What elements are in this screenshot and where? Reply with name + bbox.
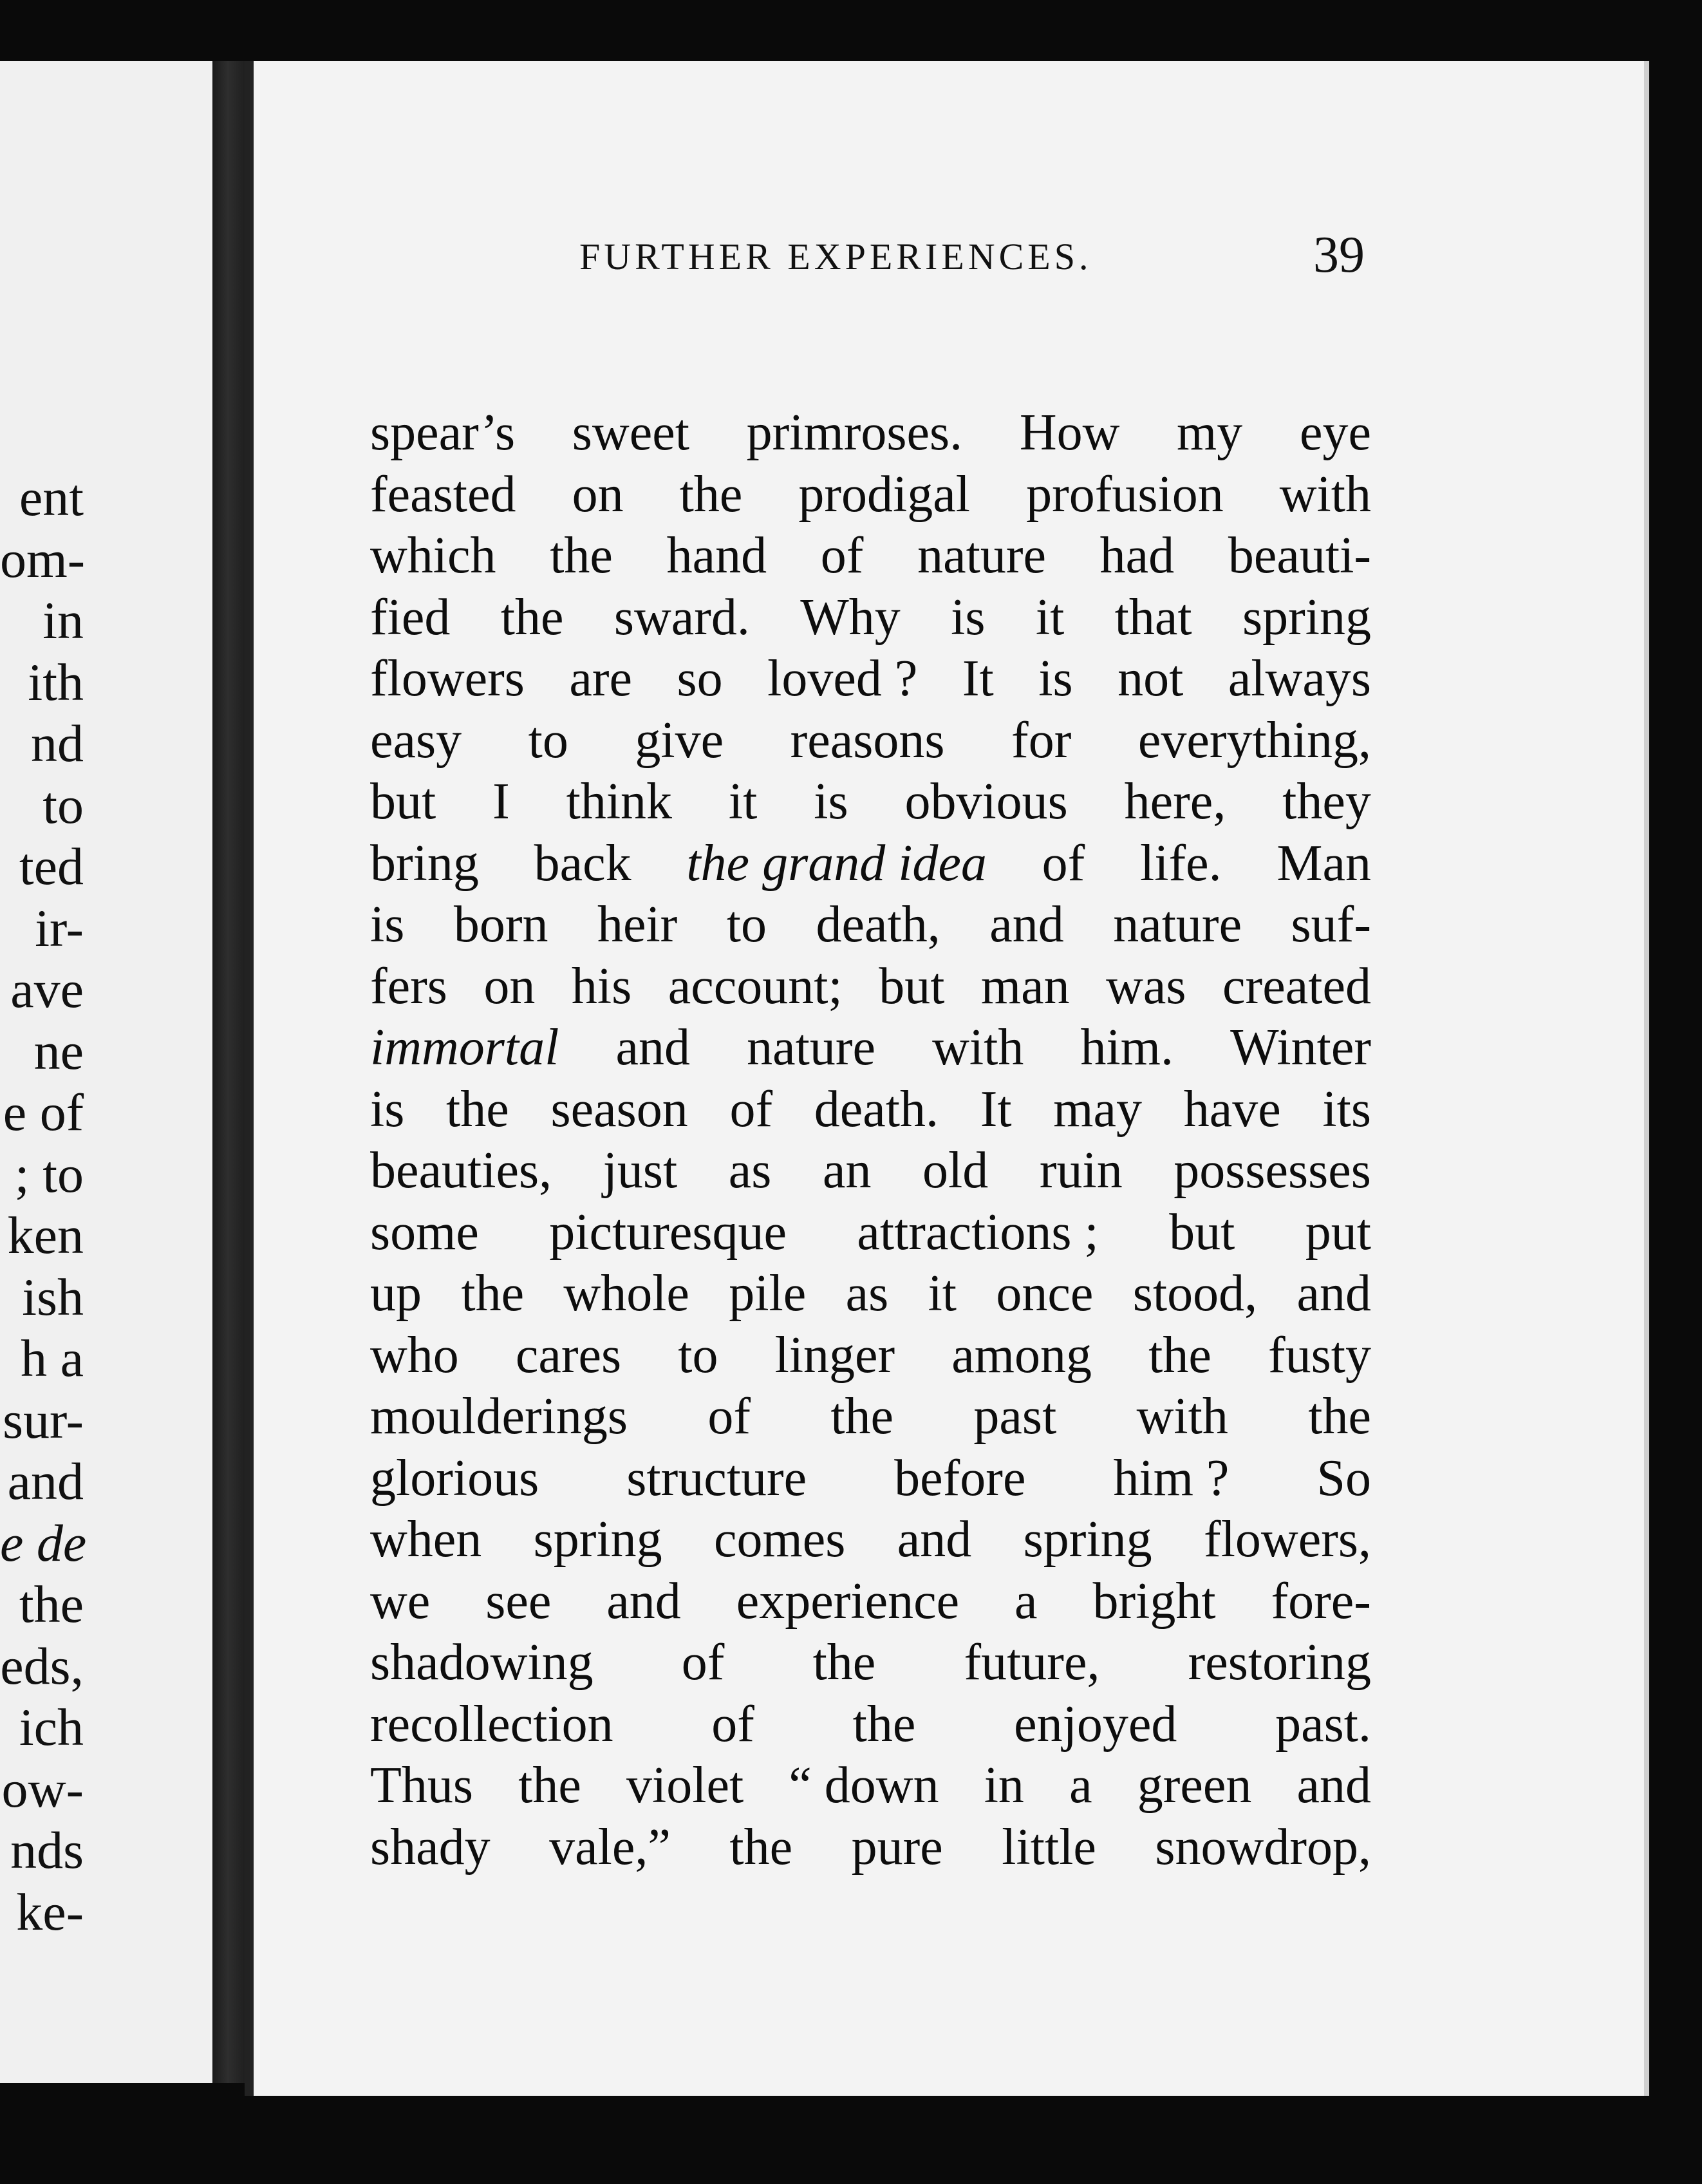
- word: was: [1106, 957, 1186, 1015]
- word: immortal: [370, 1019, 559, 1076]
- word: experience: [736, 1572, 960, 1630]
- text-line: [370, 402, 1371, 464]
- text-line: [370, 833, 1371, 895]
- word: bring: [370, 834, 479, 892]
- word: easy: [370, 711, 462, 769]
- word: nature: [747, 1019, 876, 1076]
- word: death.: [814, 1080, 939, 1138]
- word: fore-: [1271, 1572, 1371, 1630]
- word: pure: [851, 1818, 943, 1876]
- word: It: [962, 650, 994, 707]
- previous-page-fragment: to: [42, 775, 84, 834]
- word: to: [726, 896, 767, 953]
- word: the: [679, 466, 743, 523]
- word: him.: [1080, 1019, 1174, 1076]
- word: of: [820, 527, 864, 584]
- word: comes: [714, 1511, 846, 1568]
- word: of: [711, 1695, 754, 1753]
- text-line: [370, 1817, 1371, 1879]
- previous-page-fragment: ow-: [1, 1759, 84, 1818]
- word: but: [370, 773, 436, 830]
- word: bright: [1092, 1572, 1216, 1630]
- word: on: [572, 466, 624, 523]
- word: is: [814, 773, 848, 830]
- word: we: [370, 1572, 431, 1630]
- word: with: [1279, 466, 1371, 523]
- word: spring: [1023, 1511, 1152, 1568]
- word: feasted: [370, 466, 516, 523]
- word: account;: [668, 957, 843, 1015]
- word: little: [1002, 1818, 1096, 1876]
- previous-page-fragment: ke-: [16, 1882, 84, 1941]
- previous-page-fragment: e de: [0, 1513, 87, 1572]
- word: its: [1322, 1080, 1371, 1138]
- running-head-title: FURTHER EXPERIENCES.: [579, 236, 1092, 278]
- word: death,: [816, 896, 940, 953]
- word: always: [1228, 650, 1371, 707]
- word: his: [571, 957, 632, 1015]
- word: future,: [964, 1634, 1100, 1691]
- word: beauti-: [1228, 527, 1371, 584]
- word: it: [1035, 588, 1065, 646]
- word: and: [1296, 1265, 1371, 1322]
- word: the: [1308, 1388, 1371, 1445]
- word: season: [550, 1080, 688, 1138]
- text-line: [370, 1694, 1371, 1756]
- page-body-text: [370, 402, 1371, 1878]
- word: the: [550, 527, 613, 584]
- word: vale,”: [549, 1818, 671, 1876]
- word: structure: [626, 1449, 807, 1507]
- word: the: [1148, 1326, 1211, 1384]
- word: old: [922, 1142, 989, 1199]
- word: they: [1282, 773, 1371, 830]
- text-line: [370, 1017, 1371, 1079]
- word: moulderings: [370, 1388, 628, 1445]
- text-line: [370, 1632, 1371, 1694]
- previous-page-fragment: ir-: [35, 898, 84, 957]
- word: a: [1015, 1572, 1038, 1630]
- word: and: [606, 1572, 681, 1630]
- word: heir: [597, 896, 678, 953]
- word: a: [1069, 1757, 1092, 1814]
- word: glorious: [370, 1449, 539, 1507]
- word: beauties,: [370, 1142, 552, 1199]
- word: violet: [626, 1757, 744, 1814]
- word: on: [483, 957, 536, 1015]
- page-number: 39: [1313, 227, 1365, 283]
- word: fusty: [1267, 1326, 1371, 1384]
- word: the: [500, 588, 564, 646]
- previous-page-fragment: eds,: [0, 1636, 84, 1695]
- word: the: [852, 1695, 916, 1753]
- word: an: [822, 1142, 872, 1199]
- word: not: [1118, 650, 1184, 707]
- word: prodigal: [798, 466, 971, 523]
- word: man: [980, 957, 1070, 1015]
- word: Winter: [1230, 1019, 1371, 1076]
- previous-page-fragment: ish: [22, 1267, 84, 1326]
- word: past: [973, 1388, 1057, 1445]
- text-line: [370, 587, 1371, 649]
- text-line: [370, 1079, 1371, 1141]
- text-line: [370, 710, 1371, 772]
- word: picturesque: [549, 1203, 787, 1261]
- word: stood,: [1132, 1265, 1258, 1322]
- previous-page-fragment: ave: [10, 960, 84, 1019]
- word: just: [603, 1142, 678, 1199]
- word: and: [897, 1511, 972, 1568]
- word: him ?: [1113, 1449, 1230, 1507]
- word: is: [370, 1080, 405, 1138]
- word: sward.: [613, 588, 750, 646]
- text-line: [370, 1263, 1371, 1325]
- word: flowers,: [1204, 1511, 1371, 1568]
- word: I: [492, 773, 510, 830]
- word: but: [1169, 1203, 1235, 1261]
- text-line: [370, 464, 1371, 526]
- previous-page-fragment: ken: [7, 1206, 84, 1265]
- word: shadowing: [370, 1634, 594, 1691]
- running-head: [335, 227, 1365, 299]
- word: the: [812, 1634, 876, 1691]
- word: snowdrop,: [1155, 1818, 1371, 1876]
- word: back: [534, 834, 631, 892]
- word: the: [518, 1757, 581, 1814]
- word: before: [894, 1449, 1026, 1507]
- word: hand: [666, 527, 767, 584]
- previous-page-fragment: in: [42, 591, 84, 650]
- word: in: [984, 1757, 1024, 1814]
- text-line: [370, 1325, 1371, 1387]
- previous-page-fragment: ith: [28, 652, 84, 711]
- word: is: [1038, 650, 1073, 707]
- word: up: [370, 1265, 422, 1322]
- word: nature: [1113, 896, 1242, 953]
- text-line: [370, 771, 1371, 833]
- word: flowers: [370, 650, 525, 707]
- word: created: [1222, 957, 1371, 1015]
- word: restoring: [1188, 1634, 1371, 1691]
- word: enjoyed: [1014, 1695, 1177, 1753]
- word: obvious: [904, 773, 1068, 830]
- word: the: [461, 1265, 525, 1322]
- word: as: [728, 1142, 772, 1199]
- word: linger: [774, 1326, 895, 1384]
- word: to: [528, 711, 568, 769]
- text-line: [370, 1140, 1371, 1202]
- word: which: [370, 527, 496, 584]
- text-line: [370, 648, 1371, 710]
- word: green: [1137, 1757, 1252, 1814]
- previous-page-fragment: and: [7, 1452, 84, 1511]
- word: of: [681, 1634, 725, 1691]
- word: eye: [1299, 404, 1371, 461]
- word: Why: [800, 588, 901, 646]
- previous-page-fragment: om-: [0, 529, 86, 588]
- word: for: [1011, 711, 1072, 769]
- word: fers: [370, 957, 447, 1015]
- word: put: [1305, 1203, 1371, 1261]
- word: possesses: [1174, 1142, 1371, 1199]
- word: pile: [729, 1265, 807, 1322]
- word: see: [485, 1572, 552, 1630]
- previous-page-fragment: ; to: [14, 1144, 84, 1203]
- previous-page-fragment: ich: [19, 1698, 84, 1756]
- previous-page-fragment: ent: [19, 468, 84, 527]
- word: shady: [370, 1818, 491, 1876]
- word: primroses.: [746, 404, 963, 461]
- word: everything,: [1137, 711, 1371, 769]
- word: as: [845, 1265, 889, 1322]
- word: the grand idea: [686, 834, 987, 892]
- word: with: [932, 1019, 1024, 1076]
- word: once: [996, 1265, 1094, 1322]
- previous-page-fragment: e of: [3, 1083, 84, 1142]
- word: spring: [1242, 588, 1371, 646]
- word: my: [1177, 404, 1243, 461]
- word: born: [453, 896, 548, 953]
- word: the: [446, 1080, 509, 1138]
- word: of: [1042, 834, 1085, 892]
- previous-page-fragment: nd: [31, 714, 84, 773]
- word: with: [1136, 1388, 1228, 1445]
- word: had: [1099, 527, 1175, 584]
- word: of: [707, 1388, 751, 1445]
- word: attractions ;: [857, 1203, 1099, 1261]
- word: of: [729, 1080, 773, 1138]
- word: are: [569, 650, 633, 707]
- text-line: [370, 1755, 1371, 1817]
- text-line: [370, 1386, 1371, 1448]
- word: spring: [533, 1511, 662, 1568]
- text-line: [370, 1571, 1371, 1633]
- previous-page-edge: [0, 61, 216, 2083]
- word: and: [989, 896, 1064, 953]
- word: the: [729, 1818, 793, 1876]
- text-line: [370, 525, 1371, 587]
- word: How: [1019, 404, 1120, 461]
- word: reasons: [790, 711, 945, 769]
- previous-page-fragment: the: [19, 1575, 84, 1633]
- word: when: [370, 1511, 482, 1568]
- word: here,: [1124, 773, 1226, 830]
- word: give: [635, 711, 724, 769]
- word: it: [728, 773, 758, 830]
- previous-page-fragment: ne: [33, 1021, 84, 1080]
- word: life.: [1140, 834, 1222, 892]
- word: So: [1316, 1449, 1371, 1507]
- word: suf-: [1291, 896, 1371, 953]
- previous-page-fragment: nds: [10, 1821, 84, 1879]
- word: It: [980, 1080, 1012, 1138]
- word: whole: [563, 1265, 689, 1322]
- word: so: [677, 650, 723, 707]
- word: but: [879, 957, 945, 1015]
- word: nature: [917, 527, 1046, 584]
- word: among: [951, 1326, 1092, 1384]
- word: who: [370, 1326, 459, 1384]
- word: some: [370, 1203, 479, 1261]
- word: that: [1114, 588, 1192, 646]
- word: sweet: [572, 404, 689, 461]
- text-line: [370, 956, 1371, 1018]
- previous-page-fragment: h a: [21, 1329, 84, 1388]
- previous-page-fragment: sur-: [3, 1390, 84, 1449]
- word: and: [615, 1019, 690, 1076]
- previous-page-fragment: ted: [19, 837, 84, 896]
- word: loved ?: [767, 650, 918, 707]
- word: and: [1296, 1757, 1371, 1814]
- word: cares: [515, 1326, 622, 1384]
- text-line: [370, 894, 1371, 956]
- text-line: [370, 1202, 1371, 1264]
- text-line: [370, 1448, 1371, 1510]
- word: spear’s: [370, 404, 516, 461]
- word: ruin: [1039, 1142, 1123, 1199]
- text-line: [370, 1509, 1371, 1571]
- word: Thus: [370, 1757, 473, 1814]
- word: to: [678, 1326, 718, 1384]
- word: profusion: [1026, 466, 1224, 523]
- word: may: [1053, 1080, 1142, 1138]
- previous-page-line-endings: [0, 467, 87, 1943]
- word: the: [830, 1388, 894, 1445]
- word: is: [951, 588, 986, 646]
- word: have: [1183, 1080, 1281, 1138]
- word: fied: [370, 588, 451, 646]
- word: past.: [1275, 1695, 1371, 1753]
- word: “ down: [789, 1757, 939, 1814]
- word: think: [566, 773, 673, 830]
- word: recollection: [370, 1695, 613, 1753]
- word: Man: [1276, 834, 1371, 892]
- word: it: [928, 1265, 957, 1322]
- word: is: [370, 896, 405, 953]
